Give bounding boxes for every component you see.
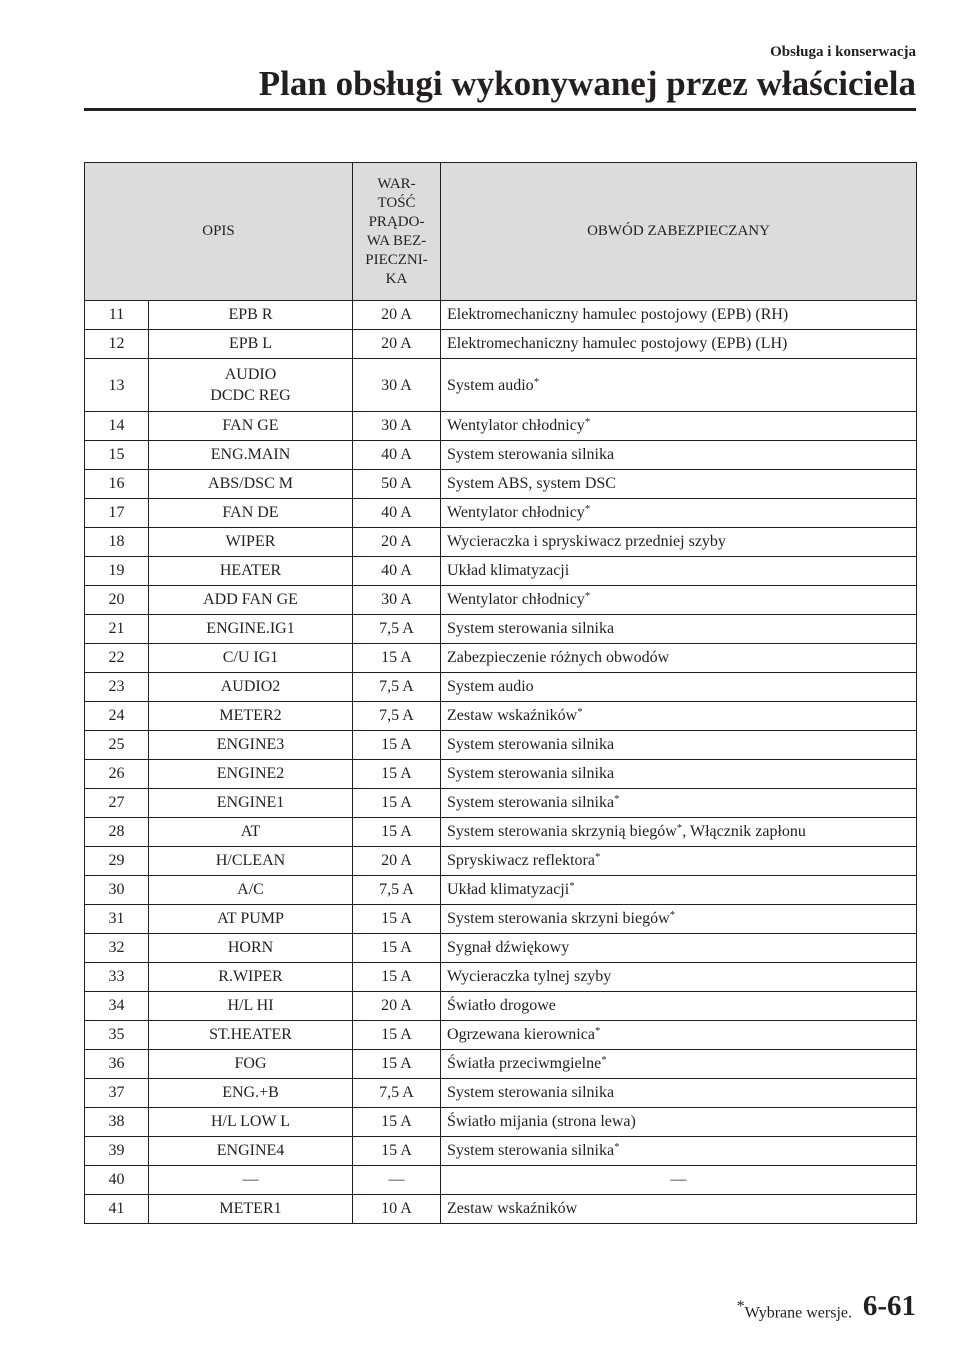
table-row: [85, 1195, 917, 1224]
table-row: [85, 818, 917, 847]
page-number: 6-61: [862, 1290, 916, 1322]
fuse-number: 39: [85, 1137, 149, 1166]
table-row: [85, 330, 917, 359]
fuse-name: H/L HI: [149, 992, 353, 1021]
circuit-description: Światła przeciwmgielne: [447, 1055, 602, 1072]
circuit-description: System sterowania silnika: [447, 1084, 615, 1101]
protected-circuit: [441, 934, 917, 963]
table-row: [85, 644, 917, 673]
protected-circuit: [441, 1050, 917, 1079]
fuse-amperage: 7,5 A: [353, 1079, 441, 1108]
fuse-name: ENGINE1: [149, 789, 353, 818]
table-row: [85, 1137, 917, 1166]
circuit-description: Sygnał dźwiękowy: [447, 939, 570, 956]
fuse-name: ENGINE.IG1: [149, 615, 353, 644]
fuse-number: 27: [85, 789, 149, 818]
fuse-table: [84, 162, 917, 1224]
fuse-name: ST.HEATER: [149, 1021, 353, 1050]
fuse-number: 33: [85, 963, 149, 992]
fuse-amperage: 10 A: [353, 1195, 441, 1224]
header-divider: [84, 108, 916, 111]
fuse-amperage: 20 A: [353, 528, 441, 557]
circuit-description: System sterowania silnika: [447, 794, 615, 811]
fuse-number: 15: [85, 441, 149, 470]
fuse-number: 31: [85, 905, 149, 934]
fuse-name: AT: [149, 818, 353, 847]
protected-circuit: [441, 301, 917, 330]
circuit-description: Zestaw wskaźników: [447, 1200, 578, 1217]
table-row: [85, 470, 917, 499]
protected-circuit: [441, 615, 917, 644]
fuse-name: HEATER: [149, 557, 353, 586]
table-row: [85, 499, 917, 528]
protected-circuit: [441, 673, 917, 702]
table-row: [85, 557, 917, 586]
footnote-asterisk: *: [736, 1298, 745, 1315]
column-header-opis: OPIS: [85, 163, 353, 301]
table-row: [85, 528, 917, 557]
section-heading: Obsługa i konserwacja: [770, 44, 916, 60]
protected-circuit: [441, 818, 917, 847]
protected-circuit: [441, 1166, 917, 1195]
fuse-number: 20: [85, 586, 149, 615]
circuit-description: Wycieraczka tylnej szyby: [447, 968, 612, 985]
fuse-amperage: 15 A: [353, 905, 441, 934]
circuit-description: System audio: [447, 678, 534, 695]
circuit-description: Spryskiwacz reflektora: [447, 852, 595, 869]
protected-circuit: [441, 1195, 917, 1224]
optional-equipment-asterisk: *: [584, 503, 591, 515]
protected-circuit: [441, 876, 917, 905]
fuse-amperage: 20 A: [353, 847, 441, 876]
table-row: [85, 359, 917, 412]
fuse-number: 21: [85, 615, 149, 644]
table-row: [85, 789, 917, 818]
optional-equipment-asterisk: *: [601, 1054, 607, 1066]
fuse-name: EPB L: [149, 330, 353, 359]
fuse-amperage: 30 A: [353, 359, 441, 412]
circuit-description: System sterowania silnika: [447, 736, 615, 753]
table-row: [85, 1079, 917, 1108]
table-row: [85, 441, 917, 470]
fuse-amperage: 15 A: [353, 934, 441, 963]
fuse-number: 14: [85, 412, 149, 441]
fuse-name: EPB R: [149, 301, 353, 330]
circuit-description: System sterowania silnika: [447, 620, 615, 637]
table-row: [85, 586, 917, 615]
optional-equipment-asterisk: *: [614, 1141, 620, 1153]
circuit-description: Światło drogowe: [447, 997, 556, 1014]
circuit-description: System sterowania silnika: [447, 446, 615, 463]
circuit-description: Wentylator chłodnicy: [447, 504, 585, 521]
fuse-name: H/CLEAN: [149, 847, 353, 876]
fuse-amperage: 15 A: [353, 818, 441, 847]
optional-equipment-asterisk: *: [676, 822, 683, 834]
circuit-description: Ogrzewana kierownica: [447, 1026, 595, 1043]
fuse-amperage: 15 A: [353, 963, 441, 992]
table-row: [85, 1050, 917, 1079]
fuse-name: ENGINE4: [149, 1137, 353, 1166]
table-row: [85, 301, 917, 330]
protected-circuit: [441, 1079, 917, 1108]
protected-circuit: [441, 441, 917, 470]
fuse-amperage: 7,5 A: [353, 876, 441, 905]
circuit-description: System ABS, system DSC: [447, 475, 616, 492]
optional-equipment-asterisk: *: [669, 909, 676, 921]
fuse-number: 16: [85, 470, 149, 499]
fuse-amperage: 20 A: [353, 330, 441, 359]
table-row: [85, 847, 917, 876]
fuse-amperage: 7,5 A: [353, 702, 441, 731]
protected-circuit: [441, 470, 917, 499]
circuit-description: Wentylator chłodnicy: [447, 417, 585, 434]
page-title: Plan obsługi wykonywanej przez właściciela: [258, 64, 916, 103]
fuse-number: 40: [85, 1166, 149, 1195]
fuse-name: FAN GE: [149, 412, 353, 441]
fuse-number: 38: [85, 1108, 149, 1137]
protected-circuit: [441, 702, 917, 731]
protected-circuit: [441, 644, 917, 673]
circuit-description: Zestaw wskaźników: [447, 707, 578, 724]
fuse-number: 22: [85, 644, 149, 673]
protected-circuit: [441, 1108, 917, 1137]
circuit-description: System sterowania skrzynią biegów: [447, 823, 677, 840]
fuse-name: A/C: [149, 876, 353, 905]
fuse-name: AT PUMP: [149, 905, 353, 934]
circuit-description: System audio: [447, 376, 534, 394]
fuse-number: 37: [85, 1079, 149, 1108]
table-row: [85, 1021, 917, 1050]
protected-circuit: [441, 412, 917, 441]
protected-circuit: [441, 557, 917, 586]
fuse-number: 25: [85, 731, 149, 760]
fuse-amperage: 15 A: [353, 1021, 441, 1050]
circuit-description: System sterowania silnika: [447, 1142, 615, 1159]
table-row: [85, 934, 917, 963]
fuse-name: HORN: [149, 934, 353, 963]
table-row: [85, 412, 917, 441]
circuit-description: Wycieraczka i spryskiwacz przedniej szyby: [447, 533, 726, 550]
fuse-amperage: 30 A: [353, 586, 441, 615]
table-header-row: [85, 163, 917, 301]
fuse-name: AUDIO2: [149, 673, 353, 702]
optional-equipment-asterisk: *: [594, 1025, 601, 1037]
fuse-number: 26: [85, 760, 149, 789]
table-row: [85, 876, 917, 905]
circuit-description: —: [670, 1171, 687, 1188]
fuse-amperage: 15 A: [353, 731, 441, 760]
circuit-description: System sterowania skrzyni biegów: [447, 910, 670, 927]
optional-equipment-asterisk: *: [533, 375, 540, 388]
table-row: [85, 1166, 917, 1195]
protected-circuit: [441, 992, 917, 1021]
optional-equipment-asterisk: *: [569, 880, 575, 892]
circuit-description: Elektromechaniczny hamulec postojowy (EPB) (LH): [447, 335, 788, 352]
fuse-name: ABS/DSC M: [149, 470, 353, 499]
fuse-name: AUDIO DCDC REG: [149, 359, 353, 412]
table-row: [85, 963, 917, 992]
fuse-amperage: 7,5 A: [353, 673, 441, 702]
footnote-text: Wybrane wersje.: [744, 1304, 852, 1322]
optional-equipment-asterisk: *: [584, 416, 591, 428]
fuse-name: WIPER: [149, 528, 353, 557]
fuse-number: 34: [85, 992, 149, 1021]
fuse-name: METER2: [149, 702, 353, 731]
fuse-name: ENG.MAIN: [149, 441, 353, 470]
fuse-amperage: 15 A: [353, 1108, 441, 1137]
column-header-amperage: WAR- TOŚĆ PRĄDO- WA BEZ- PIECZNI- KA: [353, 163, 441, 301]
fuse-name: H/L LOW L: [149, 1108, 353, 1137]
protected-circuit: [441, 905, 917, 934]
fuse-amperage: —: [353, 1166, 441, 1195]
fuse-number: 28: [85, 818, 149, 847]
table-row: [85, 992, 917, 1021]
fuse-name: FOG: [149, 1050, 353, 1079]
fuse-amperage: 7,5 A: [353, 615, 441, 644]
protected-circuit: [441, 359, 917, 412]
table-row: [85, 1108, 917, 1137]
circuit-description: Układ klimatyzacji: [447, 881, 570, 898]
protected-circuit: [441, 499, 917, 528]
protected-circuit: [441, 528, 917, 557]
optional-equipment-asterisk: *: [584, 590, 591, 602]
circuit-description: Światło mijania (strona lewa): [447, 1113, 636, 1130]
fuse-amperage: 40 A: [353, 441, 441, 470]
fuse-amperage: 40 A: [353, 557, 441, 586]
fuse-amperage: 20 A: [353, 992, 441, 1021]
fuse-number: 30: [85, 876, 149, 905]
protected-circuit: [441, 789, 917, 818]
protected-circuit: [441, 731, 917, 760]
fuse-name: R.WIPER: [149, 963, 353, 992]
fuse-name: ADD FAN GE: [149, 586, 353, 615]
circuit-description: System sterowania silnika: [447, 765, 615, 782]
fuse-name: ENGINE3: [149, 731, 353, 760]
fuse-number: 23: [85, 673, 149, 702]
column-header-circuit: OBWÓD ZABEZPIECZANY: [441, 163, 917, 301]
fuse-amperage: 15 A: [353, 760, 441, 789]
table-row: [85, 731, 917, 760]
protected-circuit: [441, 586, 917, 615]
fuse-number: 41: [85, 1195, 149, 1224]
protected-circuit: [441, 847, 917, 876]
fuse-amperage: 40 A: [353, 499, 441, 528]
fuse-number: 36: [85, 1050, 149, 1079]
fuse-table-body: [85, 301, 917, 1224]
fuse-number: 12: [85, 330, 149, 359]
circuit-description: Elektromechaniczny hamulec postojowy (EPB) (RH): [447, 306, 789, 323]
circuit-description: Układ klimatyzacji: [447, 562, 570, 579]
fuse-name: ENG.+B: [149, 1079, 353, 1108]
protected-circuit: [441, 760, 917, 789]
fuse-number: 18: [85, 528, 149, 557]
fuse-name: FAN DE: [149, 499, 353, 528]
fuse-name: ENGINE2: [149, 760, 353, 789]
fuse-number: 35: [85, 1021, 149, 1050]
fuse-number: 32: [85, 934, 149, 963]
protected-circuit: [441, 963, 917, 992]
footnote: [737, 1298, 852, 1322]
circuit-description: Zabezpieczenie różnych obwodów: [447, 649, 670, 666]
table-row: [85, 673, 917, 702]
circuit-description-extra: , Włącznik zapłonu: [682, 823, 806, 840]
table-row: [85, 760, 917, 789]
circuit-description: Wentylator chłodnicy: [447, 591, 585, 608]
fuse-number: 13: [85, 359, 149, 412]
protected-circuit: [441, 1021, 917, 1050]
fuse-name: C/U IG1: [149, 644, 353, 673]
optional-equipment-asterisk: *: [594, 851, 601, 863]
fuse-amperage: 15 A: [353, 789, 441, 818]
optional-equipment-asterisk: *: [614, 793, 620, 805]
table-row: [85, 905, 917, 934]
fuse-amperage: 50 A: [353, 470, 441, 499]
fuse-name: —: [149, 1166, 353, 1195]
fuse-amperage: 15 A: [353, 1050, 441, 1079]
table-row: [85, 702, 917, 731]
fuse-amperage: 30 A: [353, 412, 441, 441]
table-row: [85, 615, 917, 644]
fuse-number: 19: [85, 557, 149, 586]
fuse-name: METER1: [149, 1195, 353, 1224]
fuse-number: 11: [85, 301, 149, 330]
protected-circuit: [441, 330, 917, 359]
fuse-number: 17: [85, 499, 149, 528]
fuse-number: 29: [85, 847, 149, 876]
optional-equipment-asterisk: *: [577, 706, 583, 718]
fuse-amperage: 20 A: [353, 301, 441, 330]
protected-circuit: [441, 1137, 917, 1166]
fuse-amperage: 15 A: [353, 644, 441, 673]
fuse-number: 24: [85, 702, 149, 731]
fuse-amperage: 15 A: [353, 1137, 441, 1166]
